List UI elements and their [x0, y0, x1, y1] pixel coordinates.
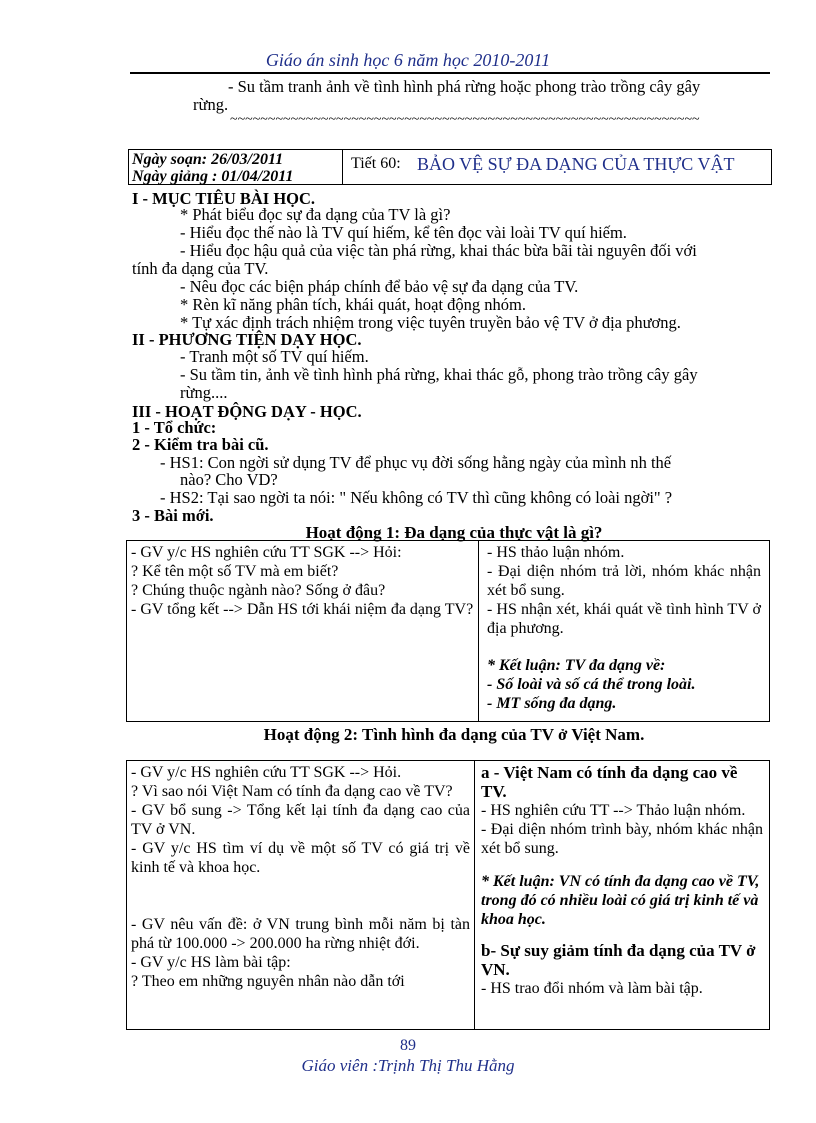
subsection-b-heading: b- Sự suy giảm tính đa dạng của TV ở VN. — [481, 941, 756, 979]
lesson-title-box — [342, 149, 772, 185]
review-question-2: - HS2: Tại sao ngời ta nói: " Nếu không có TV thì cũng không có loài ngời" ? — [160, 488, 673, 507]
subsection-a-heading: a - Việt Nam có tính đa dạng cao về TV. — [481, 763, 738, 801]
objective-item: * Rèn kĩ năng phân tích, khái quát, hoạt động nhóm. — [180, 295, 526, 314]
subheading-organization: 1 - Tổ chức: — [132, 418, 217, 437]
student-step: - HS nhận xét, khái quát về tình hình TV ở địa phương. — [487, 601, 761, 637]
teacher-step: - GV bổ sung -> Tổng kết lại tính đa dạng cao của TV ở VN. — [131, 802, 470, 838]
activity1-heading: Hoạt động 1: Đa dạng của thực vật là gì? — [305, 523, 603, 542]
header-rule — [130, 72, 770, 74]
section3-heading: III - HOẠT ĐỘNG DẠY - HỌC. — [132, 402, 362, 421]
page-number: 89 — [400, 1037, 416, 1054]
objective-item: - Hiểu đọc hậu quả của việc tàn phá rừng, khai thác bừa bãi tài nguyên đối với — [180, 241, 697, 260]
objective-item: - Hiểu đọc thế nào là TV quí hiếm, kể tên đọc vài loài TV quí hiếm. — [180, 223, 627, 242]
lesson-title: BẢO VỆ SỰ ĐA DẠNG CỦA THỰC VẬT — [417, 154, 735, 174]
conclusion-line: - MT sống đa dạng. — [487, 695, 617, 712]
review-question-1: - HS1: Con ngời sử dụng TV để phục vụ đời sống hằng ngày của mình nh thế — [160, 453, 672, 472]
objective-item: * Phát biểu đọc sự đa dạng của TV là gì? — [180, 205, 451, 224]
teacher-step: ? Chúng thuộc ngành nào? Sống ở đâu? — [131, 582, 386, 599]
material-item: - Tranh một số TV quí hiếm. — [180, 347, 369, 366]
teacher-step: - GV y/c HS tìm ví dụ về một số TV có giá trị về kinh tế và khoa học. — [131, 840, 470, 876]
material-item: rừng.... — [180, 383, 228, 402]
section1-heading: I - MỤC TIÊU BÀI HỌC. — [132, 189, 316, 208]
date-taught: Ngày giảng : 01/04/2011 — [132, 168, 294, 185]
subheading-review: 2 - Kiểm tra bài cũ. — [132, 435, 269, 454]
dates-box — [128, 149, 343, 185]
separator: ~~~~~~~~~~~~~~~~~~~~~~~~~~~~~~~~~~~~~~~~~~~~~~~~~~~~~~~~~~~~~~ — [230, 112, 700, 127]
lesson-period: Tiết 60: — [351, 155, 401, 172]
conclusion-line: - Số loài và số cá thể trong loài. — [487, 676, 696, 693]
activity1-student-column — [479, 541, 769, 721]
activity1-teacher-column — [127, 541, 479, 721]
material-item: - Su tầm tin, ảnh về tình hình phá rừng, khai thác gỗ, phong trào trồng cây gây — [180, 365, 698, 384]
objective-item: tính đa dạng của TV. — [132, 259, 269, 278]
subheading-new-lesson: 3 - Bài mới. — [132, 506, 214, 525]
student-step: - HS trao đổi nhóm và làm bài tập. — [481, 980, 703, 997]
activity2-student-column — [475, 761, 769, 1029]
teacher-name: Giáo viên :Trịnh Thị Thu Hằng — [301, 1056, 515, 1075]
page-header: Giáo án sinh học 6 năm học 2010-2011 — [265, 50, 551, 70]
teacher-step: - GV y/c HS làm bài tập: — [131, 954, 291, 971]
activity2-heading: Hoạt động 2: Tình hình đa dạng của TV ở Việt Nam. — [263, 725, 645, 744]
teacher-step: ? Theo em những nguyên nhân nào dẫn tới — [131, 973, 405, 990]
date-prepared: Ngày soạn: 26/03/2011 — [132, 151, 284, 168]
activity1-table — [126, 540, 770, 722]
intro-line-1: - Su tầm tranh ảnh về tình hình phá rừng hoặc phong trào trồng cây gây — [228, 77, 701, 96]
review-question-1-cont: nào? Cho VD? — [180, 470, 278, 489]
teacher-step: - GV tổng kết --> Dẫn HS tới khái niệm đa dạng TV? — [131, 601, 474, 618]
section2-heading: II - PHƯƠNG TIỆN DẠY HỌC. — [132, 330, 362, 349]
teacher-step: - GV y/c HS nghiên cứu TT SGK --> Hỏi. — [131, 764, 402, 781]
intro-line-2: rừng. — [193, 95, 229, 114]
activity2-table — [126, 760, 770, 1030]
objective-item: - Nêu đọc các biện pháp chính để bảo vệ sự đa dạng của TV. — [180, 277, 579, 296]
activity2-teacher-column — [127, 761, 475, 1029]
student-step: - HS nghiên cứu TT --> Thảo luận nhóm. — [481, 802, 746, 819]
teacher-step: - GV nêu vấn đề: ở VN trung bình mỗi năm bị tàn phá từ 100.000 -> 200.000 ha rừng nhiệt đới. — [131, 916, 470, 952]
student-step: - Đại diện nhóm trình bày, nhóm khác nhận xét bổ sung. — [481, 821, 763, 857]
student-step: - Đại diện nhóm trả lời, nhóm khác nhận xét bổ sung. — [487, 563, 761, 599]
teacher-step: ? Kể tên một số TV mà em biết? — [131, 563, 339, 580]
teacher-step: - GV y/c HS nghiên cứu TT SGK --> Hỏi: — [131, 544, 402, 561]
conclusion-line: * Kết luận: TV đa dạng về: — [487, 657, 666, 674]
conclusion-a: * Kết luận: VN có tính đa dạng cao về TV, trong đó có nhiều loài có giá trị kinh tế và khoa học. — [481, 873, 760, 928]
teacher-step: ? Vì sao nói Việt Nam có tính đa dạng cao về TV? — [131, 783, 453, 800]
student-step: - HS thảo luận nhóm. — [487, 544, 625, 561]
objective-item: * Tự xác định trách nhiệm trong việc tuyên truyền bảo vệ TV ở địa phương. — [180, 313, 681, 332]
